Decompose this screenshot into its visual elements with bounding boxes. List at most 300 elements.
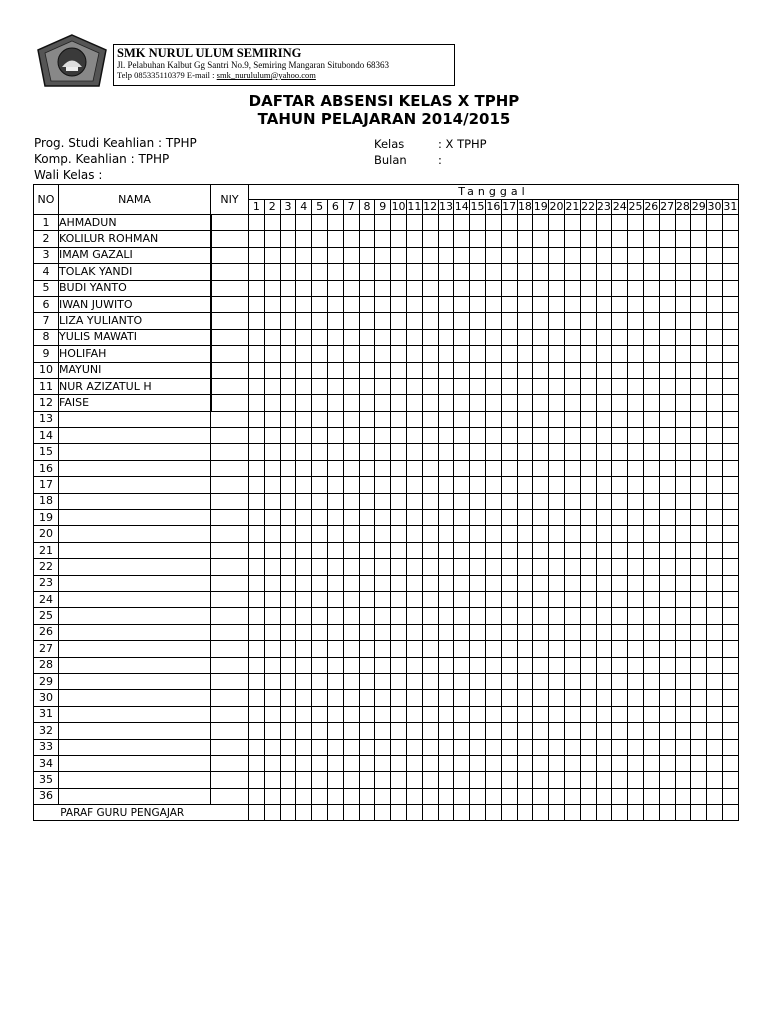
attendance-cell [564,690,580,706]
table-row [34,542,739,558]
attendance-cell [249,526,265,542]
row-number: 24 [34,591,59,607]
attendance-cell [707,477,723,493]
niy-cell [211,477,249,493]
row-number: 19 [34,510,59,526]
attendance-cell [722,739,738,755]
student-name [59,723,211,739]
attendance-cell [249,362,265,378]
attendance-cell [580,755,596,771]
attendance-cell [549,247,565,263]
attendance-cell [359,690,375,706]
attendance-cell [296,542,312,558]
attendance-cell [580,215,596,231]
attendance-cell [422,280,438,296]
attendance-cell [659,657,675,673]
attendance-cell [391,460,407,476]
attendance-cell [564,477,580,493]
attendance-cell [628,477,644,493]
attendance-cell [643,723,659,739]
header-no: NO [34,185,59,215]
table-row [34,706,739,722]
attendance-cell [312,296,328,312]
attendance-cell [375,477,391,493]
attendance-cell [596,755,612,771]
attendance-cell [280,395,296,411]
student-name [59,428,211,444]
attendance-cell [454,788,470,804]
attendance-cell [722,264,738,280]
attendance-cell [549,378,565,394]
attendance-cell [249,559,265,575]
attendance-cell [691,428,707,444]
attendance-cell [343,706,359,722]
attendance-cell [264,575,280,591]
table-row [34,624,739,640]
attendance-cell [722,510,738,526]
attendance-cell [596,608,612,624]
attendance-cell [612,788,628,804]
day-header-cell: 28 [675,200,690,213]
attendance-cell [517,231,533,247]
niy-cell [211,264,249,280]
attendance-cell [564,788,580,804]
day-header-cell: 30 [707,200,722,213]
attendance-cell [549,329,565,345]
attendance-cell [406,591,422,607]
attendance-cell [296,493,312,509]
attendance-cell [438,657,454,673]
table-row [34,641,739,657]
attendance-cell [501,591,517,607]
student-name [59,755,211,771]
attendance-cell [580,723,596,739]
attendance-cell [264,395,280,411]
row-number: 4 [34,264,59,280]
attendance-cell [596,526,612,542]
attendance-cell [675,329,691,345]
attendance-cell [422,575,438,591]
attendance-cell [612,395,628,411]
attendance-cell [517,378,533,394]
attendance-cell [280,510,296,526]
attendance-cell [264,624,280,640]
attendance-cell [406,264,422,280]
row-number: 36 [34,788,59,804]
attendance-cell [628,493,644,509]
attendance-cell [485,542,501,558]
attendance-cell [391,428,407,444]
attendance-cell [675,641,691,657]
komp-keahlian: Komp. Keahlian : TPHP [34,152,170,166]
attendance-cell [517,428,533,444]
attendance-cell [312,624,328,640]
attendance-cell [659,723,675,739]
attendance-cell [691,542,707,558]
attendance-cell [643,313,659,329]
attendance-cell [375,591,391,607]
attendance-cell [470,624,486,640]
attendance-cell [628,706,644,722]
attendance-cell [707,460,723,476]
attendance-cell [517,673,533,689]
attendance-cell [327,641,343,657]
attendance-cell [580,772,596,788]
attendance-cell [485,706,501,722]
attendance-cell [422,755,438,771]
attendance-cell [375,444,391,460]
niy-cell [211,706,249,722]
attendance-cell [249,477,265,493]
attendance-cell [375,526,391,542]
attendance-cell [280,624,296,640]
attendance-cell [628,247,644,263]
attendance-cell [564,542,580,558]
attendance-cell [628,460,644,476]
day-header-cell: 22 [581,200,596,213]
attendance-cell [659,329,675,345]
attendance-cell [596,510,612,526]
attendance-cell [406,739,422,755]
attendance-cell [454,673,470,689]
attendance-cell [249,706,265,722]
attendance-cell [707,362,723,378]
day-header-cell: 4 [296,200,312,215]
attendance-cell [612,296,628,312]
attendance-cell [422,460,438,476]
attendance-cell [659,542,675,558]
attendance-cell [659,215,675,231]
attendance-cell [327,329,343,345]
attendance-cell [659,624,675,640]
attendance-cell [707,329,723,345]
niy-cell [211,444,249,460]
attendance-cell [549,739,565,755]
attendance-cell [612,411,628,427]
attendance-cell [691,755,707,771]
attendance-cell [296,788,312,804]
attendance-cell [643,542,659,558]
attendance-cell [612,772,628,788]
attendance-cell [422,264,438,280]
attendance-cell [296,313,312,329]
attendance-cell [580,378,596,394]
attendance-cell [596,690,612,706]
attendance-cell [264,362,280,378]
attendance-cell [675,264,691,280]
attendance-cell [517,657,533,673]
attendance-cell [280,772,296,788]
attendance-cell [422,428,438,444]
attendance-cell [533,690,549,706]
attendance-cell [549,313,565,329]
attendance-cell [501,772,517,788]
paraf-cell [707,805,723,821]
attendance-cell [359,739,375,755]
attendance-cell [296,280,312,296]
attendance-cell [249,395,265,411]
attendance-cell [691,411,707,427]
attendance-cell [280,755,296,771]
attendance-cell [501,526,517,542]
attendance-cell [359,296,375,312]
table-row [34,296,739,312]
wali-kelas: Wali Kelas : [34,168,103,182]
table-row [34,329,739,345]
attendance-cell [312,723,328,739]
attendance-cell [312,510,328,526]
attendance-cell [296,460,312,476]
attendance-cell [312,591,328,607]
attendance-cell [691,477,707,493]
attendance-cell [564,231,580,247]
attendance-cell [264,378,280,394]
student-name [59,510,211,526]
paraf-cell [501,805,517,821]
attendance-cell [343,313,359,329]
attendance-cell [612,362,628,378]
attendance-cell [406,706,422,722]
table-header-row [34,185,739,200]
row-number: 5 [34,280,59,296]
attendance-cell [470,706,486,722]
attendance-cell [533,510,549,526]
attendance-cell [454,444,470,460]
attendance-cell [675,493,691,509]
day-header-cell: 19 [533,200,548,213]
attendance-cell [643,444,659,460]
attendance-cell [517,362,533,378]
student-name [59,673,211,689]
attendance-cell [707,624,723,640]
attendance-cell [406,280,422,296]
attendance-cell [359,231,375,247]
student-name [59,657,211,673]
student-name: AHMADUN [59,215,211,231]
attendance-cell [549,690,565,706]
attendance-cell [312,264,328,280]
attendance-cell [580,788,596,804]
attendance-cell [470,657,486,673]
attendance-cell [391,247,407,263]
attendance-cell [438,378,454,394]
attendance-cell [343,690,359,706]
attendance-cell [343,362,359,378]
attendance-cell [485,346,501,362]
attendance-cell [549,624,565,640]
niy-cell [211,362,249,378]
attendance-cell [659,247,675,263]
attendance-cell [391,788,407,804]
attendance-cell [722,624,738,640]
paraf-cell [596,805,612,821]
attendance-cell [249,510,265,526]
attendance-cell [264,477,280,493]
attendance-cell [375,673,391,689]
attendance-cell [643,460,659,476]
attendance-cell [659,510,675,526]
attendance-cell [422,362,438,378]
attendance-cell [343,772,359,788]
attendance-cell [659,231,675,247]
table-row [34,313,739,329]
attendance-cell [501,395,517,411]
attendance-cell [391,657,407,673]
attendance-cell [612,231,628,247]
attendance-cell [659,673,675,689]
attendance-cell [312,493,328,509]
attendance-cell [438,247,454,263]
attendance-cell [296,231,312,247]
attendance-cell [343,477,359,493]
attendance-cell [549,559,565,575]
attendance-cell [264,296,280,312]
attendance-cell [470,247,486,263]
attendance-cell [391,624,407,640]
attendance-cell [375,215,391,231]
attendance-cell [296,591,312,607]
attendance-cell [359,510,375,526]
attendance-cell [485,755,501,771]
attendance-cell [249,411,265,427]
attendance-cell [564,280,580,296]
attendance-cell [612,493,628,509]
attendance-cell [312,641,328,657]
attendance-cell [296,739,312,755]
attendance-cell [517,788,533,804]
attendance-cell [580,624,596,640]
attendance-cell [691,690,707,706]
kelas-label: Kelas [374,137,405,151]
attendance-cell [596,723,612,739]
attendance-cell [533,772,549,788]
attendance-cell [533,624,549,640]
attendance-cell [470,313,486,329]
attendance-cell [343,395,359,411]
day-header-cell: 7 [343,200,359,215]
attendance-cell [722,329,738,345]
attendance-cell [643,378,659,394]
table-row [34,411,739,427]
attendance-cell [438,231,454,247]
niy-cell [211,378,249,394]
attendance-cell [438,591,454,607]
attendance-cell [643,575,659,591]
row-number: 28 [34,657,59,673]
attendance-cell [249,673,265,689]
attendance-cell [264,690,280,706]
attendance-cell [722,542,738,558]
attendance-cell [659,575,675,591]
row-number: 22 [34,559,59,575]
attendance-cell [406,247,422,263]
attendance-cell [564,411,580,427]
attendance-cell [375,706,391,722]
attendance-cell [454,739,470,755]
attendance-cell [643,411,659,427]
attendance-cell [312,346,328,362]
attendance-cell [454,296,470,312]
attendance-cell [359,362,375,378]
table-row [34,395,739,411]
niy-cell [211,641,249,657]
attendance-cell [438,673,454,689]
attendance-cell [375,772,391,788]
student-name [59,706,211,722]
attendance-cell [691,395,707,411]
attendance-cell [707,313,723,329]
attendance-cell [470,641,486,657]
paraf-cell [643,805,659,821]
attendance-cell [533,247,549,263]
attendance-cell [533,296,549,312]
attendance-cell [643,641,659,657]
attendance-cell [691,346,707,362]
niy-cell [211,460,249,476]
attendance-cell [470,444,486,460]
attendance-cell [343,575,359,591]
attendance-cell [612,477,628,493]
attendance-cell [296,641,312,657]
attendance-cell [406,755,422,771]
attendance-cell [517,477,533,493]
attendance-cell [596,575,612,591]
attendance-cell [391,510,407,526]
attendance-cell [296,395,312,411]
attendance-cell [470,526,486,542]
row-number: 8 [34,329,59,345]
attendance-cell [359,247,375,263]
attendance-cell [628,755,644,771]
row-number: 12 [34,395,59,411]
attendance-cell [580,296,596,312]
attendance-cell [280,690,296,706]
attendance-cell [564,608,580,624]
attendance-cell [438,296,454,312]
attendance-cell [612,329,628,345]
attendance-cell [391,772,407,788]
attendance-cell [549,428,565,444]
attendance-cell [375,313,391,329]
attendance-cell [327,673,343,689]
attendance-cell [564,526,580,542]
student-name [59,772,211,788]
attendance-cell [249,723,265,739]
attendance-cell [707,723,723,739]
attendance-cell [643,673,659,689]
attendance-cell [249,313,265,329]
paraf-row [34,805,739,821]
attendance-cell [264,346,280,362]
attendance-cell [580,346,596,362]
student-name [59,444,211,460]
attendance-cell [327,264,343,280]
attendance-cell [549,723,565,739]
kelas-value: : X TPHP [438,137,487,151]
attendance-cell [580,591,596,607]
attendance-cell [470,690,486,706]
attendance-cell [517,559,533,575]
attendance-cell [643,362,659,378]
attendance-cell [391,313,407,329]
attendance-cell [628,772,644,788]
attendance-cell [485,788,501,804]
paraf-cell [327,805,343,821]
attendance-cell [596,444,612,460]
prog-studi: Prog. Studi Keahlian : TPHP [34,136,197,150]
attendance-cell [406,510,422,526]
attendance-cell [327,231,343,247]
